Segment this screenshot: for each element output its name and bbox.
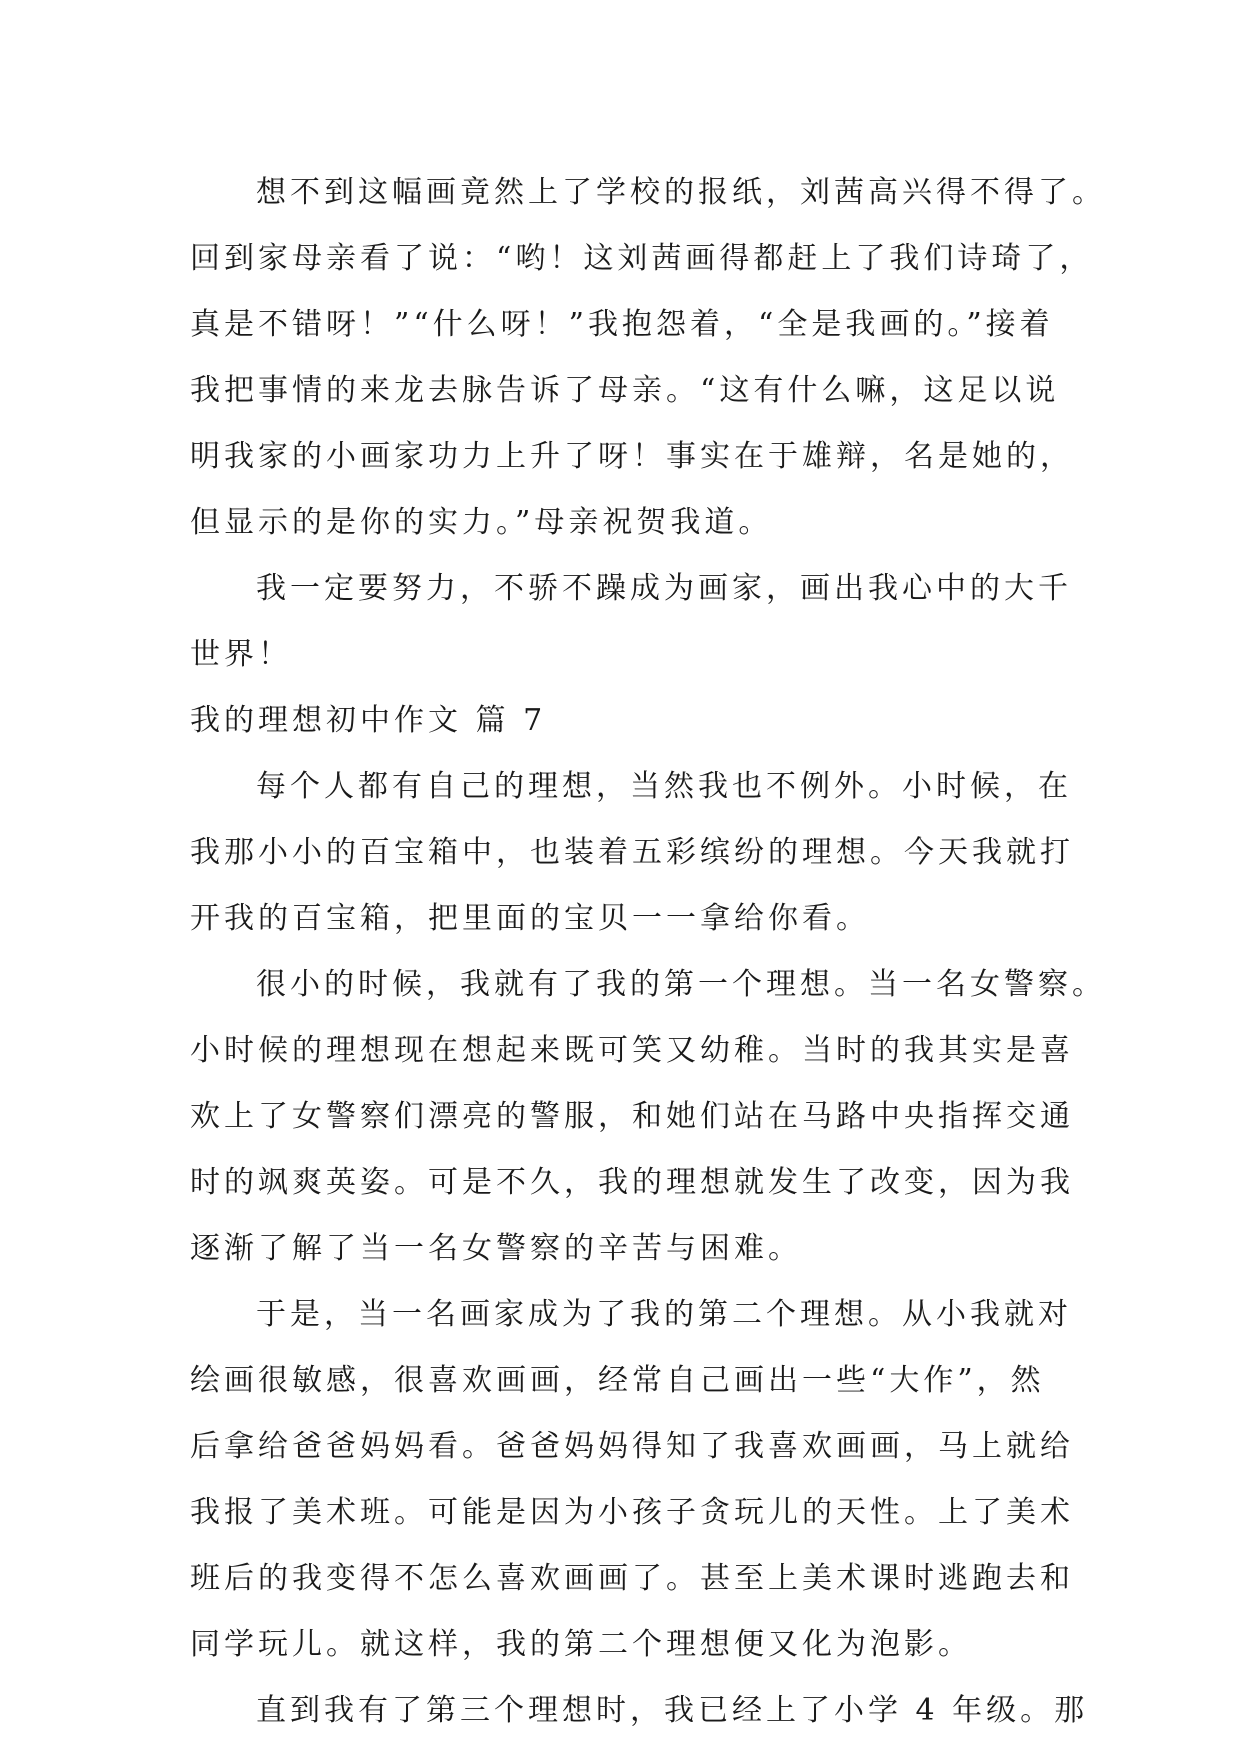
text-line: 回到家母亲看了说：“哟！这刘茜画得都赶上了我们诗琦了， <box>190 241 1094 276</box>
text-line: 后拿给爸爸妈妈看。爸爸妈妈得知了我喜欢画画，马上就给 <box>190 1429 1074 1464</box>
text-line: 我那小小的百宝箱中，也装着五彩缤纷的理想。今天我就打 <box>190 835 1074 870</box>
text-line: 真是不错呀！”“什么呀！”我抱怨着，“全是我画的。”接着 <box>190 307 1054 342</box>
text-line: 但显示的是你的实力。”母亲祝贺我道。 <box>190 505 773 540</box>
text-line: 明我家的小画家功力上升了呀！事实在于雄辩，名是她的， <box>190 439 1074 474</box>
text-line: 欢上了女警察们漂亮的警服，和她们站在马路中央指挥交通 <box>190 1099 1074 1134</box>
text-line: 想不到这幅画竟然上了学校的报纸，刘茜高兴得不得了。 <box>256 175 1106 210</box>
text-line: 每个人都有自己的理想，当然我也不例外。小时候，在 <box>256 769 1072 804</box>
text-line: 世界！ <box>190 637 292 672</box>
text-line: 小时候的理想现在想起来既可笑又幼稚。当时的我其实是喜 <box>190 1033 1074 1068</box>
text-line: 逐渐了解了当一名女警察的辛苦与困难。 <box>190 1231 802 1266</box>
text-line: 开我的百宝箱，把里面的宝贝一一拿给你看。 <box>190 901 870 936</box>
text-line: 我报了美术班。可能是因为小孩子贪玩儿的天性。上了美术 <box>190 1495 1074 1530</box>
text-line: 很小的时候，我就有了我的第一个理想。当一名女警察。 <box>256 967 1106 1002</box>
text-line: 我的理想初中作文 篇 7 <box>190 703 547 738</box>
essay-body <box>190 160 1106 1744</box>
text-line: 绘画很敏感，很喜欢画画，经常自己画出一些“大作”，然 <box>190 1363 1045 1398</box>
text-line: 我把事情的来龙去脉告诉了母亲。“这有什么嘛，这足以说 <box>190 373 1060 408</box>
text-line: 我一定要努力，不骄不躁成为画家，画出我心中的大千 <box>256 571 1072 606</box>
text-line: 时的飒爽英姿。可是不久，我的理想就发生了改变，因为我 <box>190 1165 1074 1200</box>
text-line: 直到我有了第三个理想时，我已经上了小学 4 年级。那 <box>256 1693 1089 1728</box>
text-line: 班后的我变得不怎么喜欢画画了。甚至上美术课时逃跑去和 <box>190 1561 1074 1596</box>
text-line: 同学玩儿。就这样，我的第二个理想便又化为泡影。 <box>190 1627 972 1662</box>
text-line: 于是，当一名画家成为了我的第二个理想。从小我就对 <box>256 1297 1072 1332</box>
